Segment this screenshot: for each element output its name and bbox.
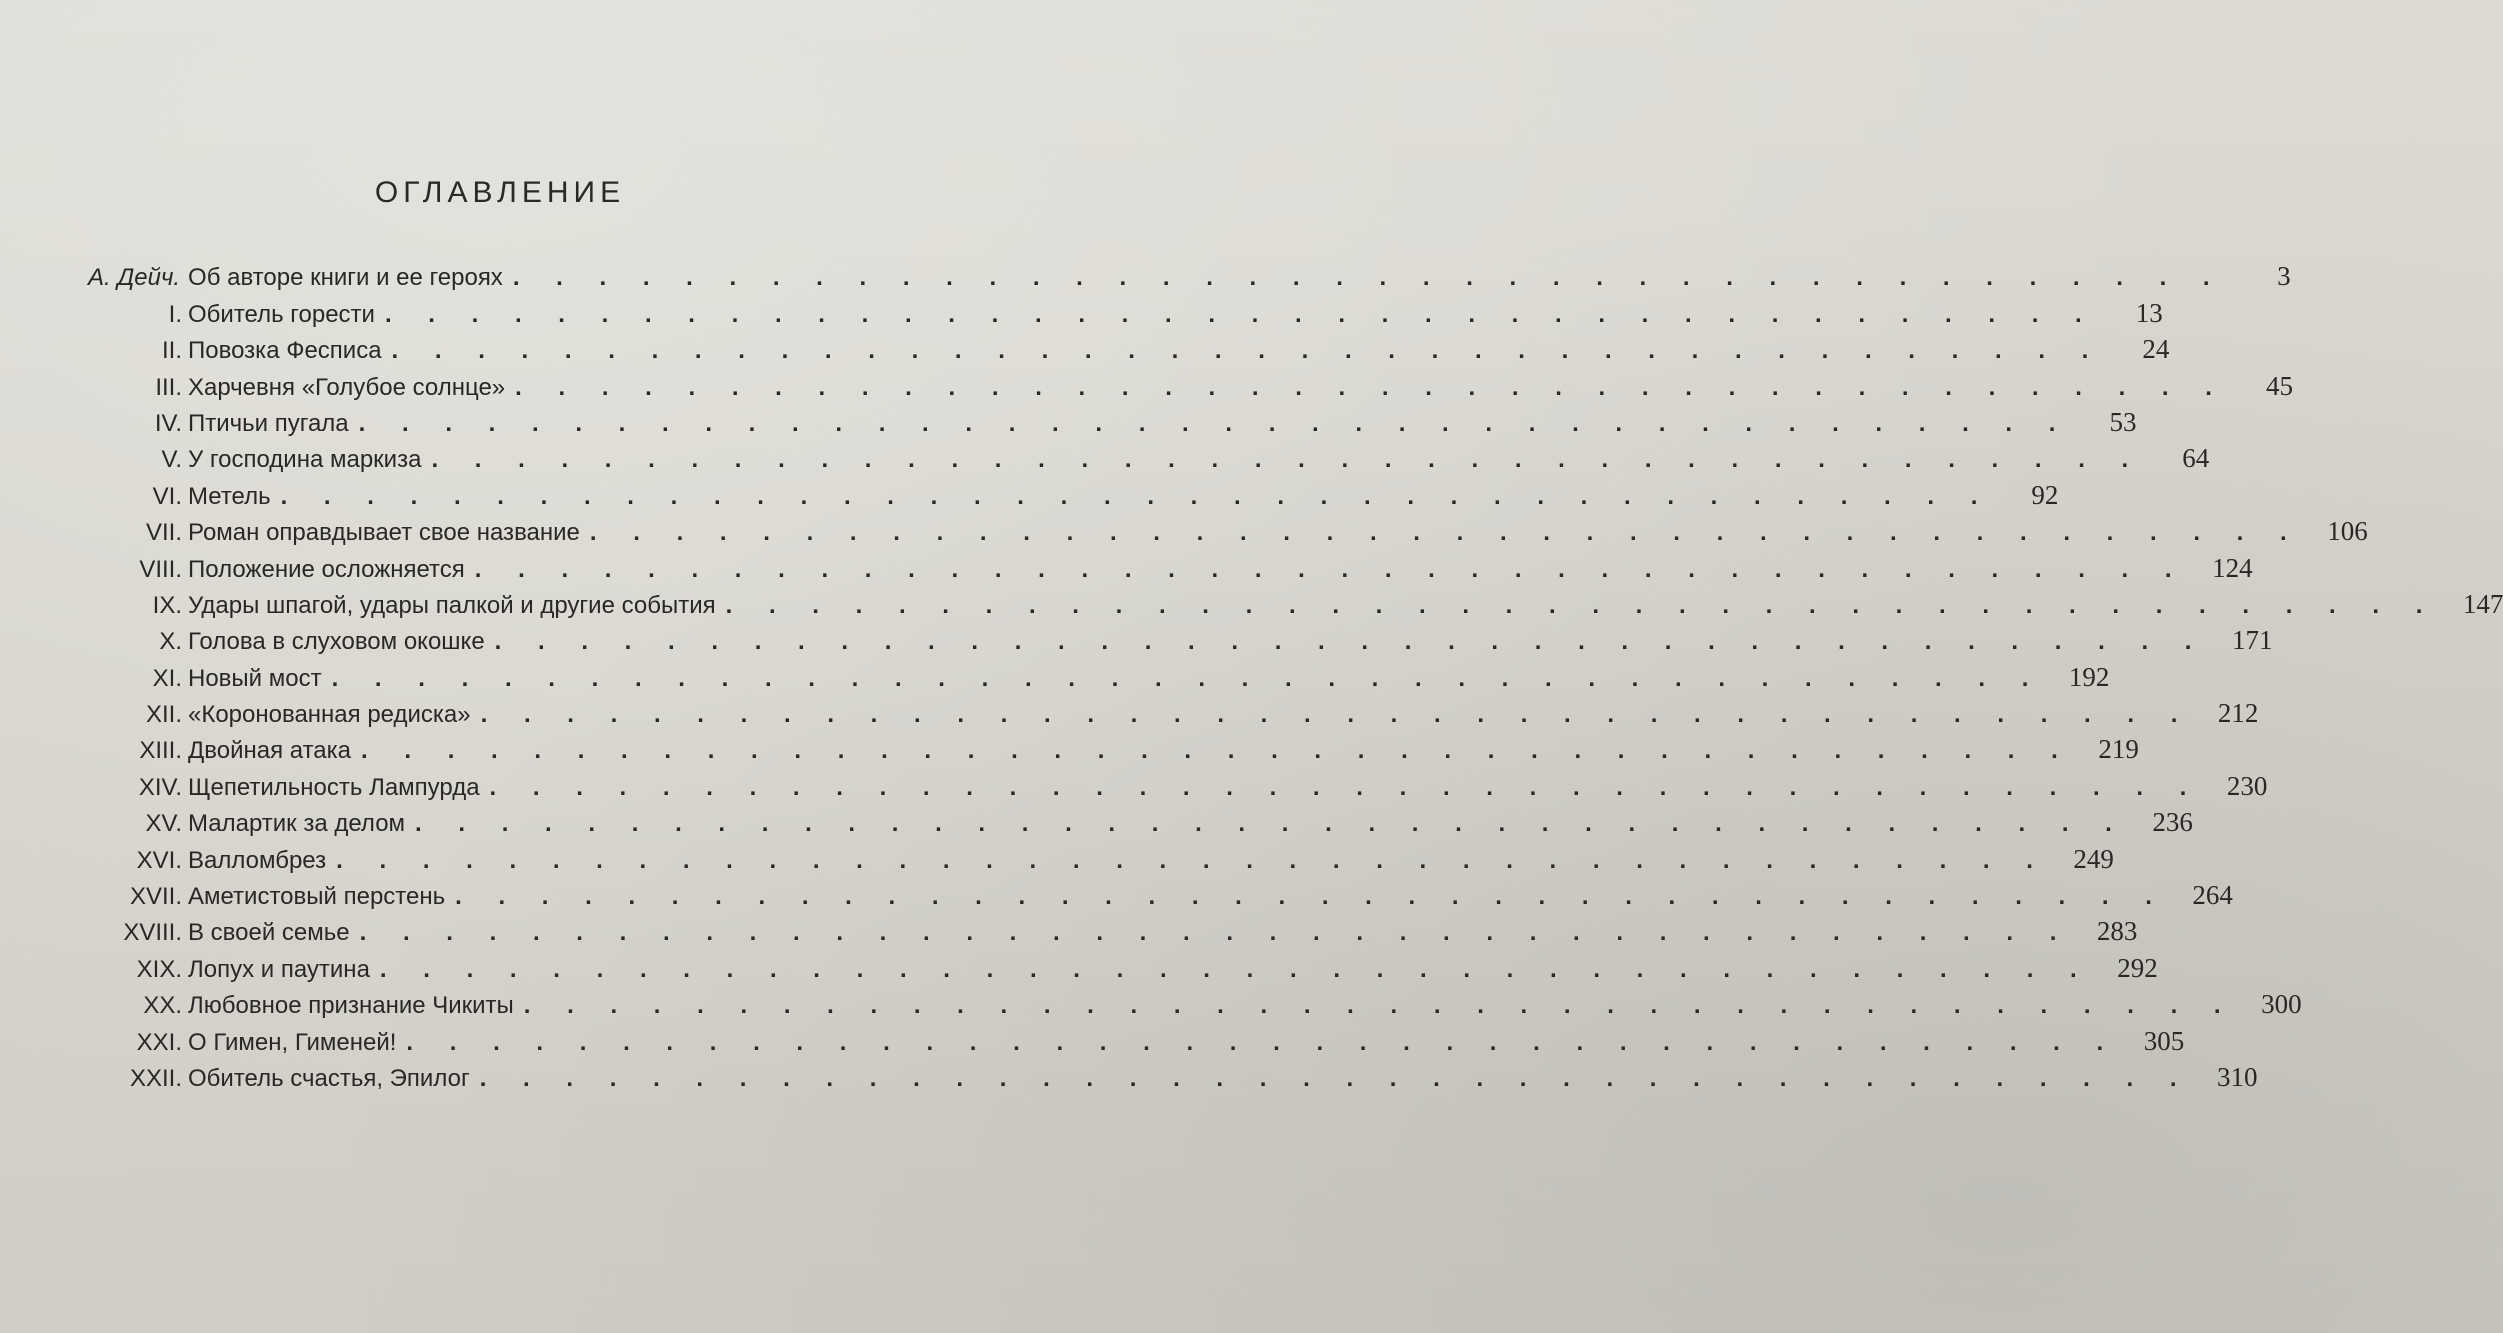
toc-entry <box>80 802 2193 838</box>
chapter-page-number: 64 <box>2182 443 2210 474</box>
dot-leader: . . . . . . . . . . . . . . . . . . . . . . . . . . . . . . . . . . . . . . . . <box>358 409 2071 437</box>
chapter-title: О Гимен, Гименей! <box>188 1028 397 1056</box>
dot-leader: . . . . . . . . . . . . . . . . . . . . . . . . . . . . . . . . . . . . . . . . <box>391 337 2104 365</box>
toc-entry <box>80 1020 2185 1056</box>
chapter-title: Роман оправдывает свое название <box>188 519 580 547</box>
preface-title: Об авторе книги и ее героях <box>188 264 503 292</box>
chapter-title: Валломбрез <box>188 846 327 874</box>
dot-leader: . . . . . . . . . . . . . . . . . . . . . . . . . . . . . . . . . . . . . . . . <box>361 737 2073 765</box>
chapter-page-number: 219 <box>2098 734 2139 765</box>
chapter-title: Аметистовый перстень <box>188 883 446 911</box>
chapter-page-number: 283 <box>2096 916 2138 947</box>
chapter-number: III. <box>155 373 182 401</box>
chapter-page-number: 124 <box>2212 552 2253 583</box>
toc-entry <box>80 984 2302 1020</box>
chapter-page-number: 106 <box>2327 516 2368 547</box>
chapter-page-number: 192 <box>2068 661 2110 692</box>
dot-leader: . . . . . . . . . . . . . . . . . . . . . . . . . . . . . . . . . . . . . . . . <box>406 1028 2119 1056</box>
chapter-title: Любовное признание Чикиты <box>188 992 514 1020</box>
chapter-title: Птичьи пугала <box>188 409 349 437</box>
toc-entry <box>80 729 2139 765</box>
chapter-page-number: 264 <box>2192 880 2233 911</box>
toc-entry <box>80 656 2110 692</box>
chapter-page-number: 305 <box>2143 1025 2185 1056</box>
toc-entry <box>80 765 2268 801</box>
chapter-number: V. <box>161 446 182 474</box>
chapter-page-number: 147 <box>2462 588 2503 619</box>
chapter-number: XIV. <box>138 773 182 801</box>
toc-entry <box>80 947 2158 983</box>
chapter-title: Удары шпагой, удары палкой и другие события <box>188 591 716 619</box>
toc-entry <box>80 838 2114 874</box>
chapter-title: Лопух и паутина <box>188 955 370 983</box>
chapter-title: «Коронованная редиска» <box>188 701 471 729</box>
dot-leader: . . . . . . . . . . . . . . . . . . . . . . . . . . . . . . . . . . . . . . . . <box>474 555 2187 583</box>
toc-entry <box>80 693 2259 729</box>
chapter-number: VI. <box>152 482 182 510</box>
toc-entry <box>80 292 2163 328</box>
toc-entry <box>80 547 2253 583</box>
toc-entry-preface <box>80 256 2291 292</box>
dot-leader: . . . . . . . . . . . . . . . . . . . . . . . . . . . . . . . . . . . . . . . . <box>494 628 2207 656</box>
toc-entry <box>80 365 2293 401</box>
dot-leader: . . . . . . . . . . . . . . . . . . . . . . . . . . . . . . . . . . . . . . . . <box>512 264 2225 292</box>
chapter-title: Повозка Фесписа <box>188 337 382 365</box>
chapter-page-number: 249 <box>2073 843 2114 874</box>
chapter-page-number: 24 <box>2142 334 2170 365</box>
chapter-title: Малартик за делом <box>188 810 406 838</box>
chapter-page-number: 92 <box>2031 479 2059 510</box>
chapter-title: Положение осложняется <box>188 555 465 583</box>
dot-leader: . . . . . . . . . . . . . . . . . . . . . . . . . . . . . . . . . . . . . . . . <box>489 773 2202 801</box>
chapter-number: I. <box>168 300 182 328</box>
chapter-number: XI. <box>152 664 182 692</box>
chapter-number: XIX. <box>136 955 182 983</box>
dot-leader: . . . . . . . . . . . . . . . . . . . . . . . . . . . . . . . . . . . . . . . . <box>431 446 2144 474</box>
toc-entry <box>80 584 2503 620</box>
chapter-title: Двойная атака <box>188 737 352 765</box>
chapter-number: IV. <box>154 409 182 437</box>
chapter-page-number: 236 <box>2152 807 2193 838</box>
chapter-number: VII. <box>145 519 182 547</box>
dot-leader: . . . . . . . . . . . . . . . . . . . . . . . . . . . . . . . . . . . . . . . . <box>280 482 1993 510</box>
chapter-title: Обитель горести <box>188 300 375 328</box>
chapter-number: XX. <box>143 992 182 1020</box>
chapter-number: IX. <box>152 591 182 619</box>
dot-leader: . . . . . . . . . . . . . . . . . . . . . . . . . . . . . . . . . . . . . . . . <box>331 664 2044 692</box>
dot-leader: . . . . . . . . . . . . . . . . . . . . . . . . . . . . . . . . . . . . . . . . <box>725 591 2438 619</box>
chapter-number: II. <box>161 337 182 365</box>
toc-heading: ОГЛАВЛЕНИЕ <box>374 176 626 209</box>
chapter-number: VIII. <box>139 555 182 583</box>
dot-leader: . . . . . . . . . . . . . . . . . . . . . . . . . . . . . . . . . . . . . . . . <box>479 1064 2192 1092</box>
dot-leader: . . . . . . . . . . . . . . . . . . . . . . . . . . . . . . . . . . . . . . . . <box>455 883 2167 911</box>
chapter-number: XXI. <box>136 1028 182 1056</box>
dot-leader: . . . . . . . . . . . . . . . . . . . . . . . . . . . . . . . . . . . . . . . . <box>336 846 2048 874</box>
dot-leader: . . . . . . . . . . . . . . . . . . . . . . . . . . . . . . . . . . . . . . . . <box>515 373 2227 401</box>
chapter-number: XVIII. <box>123 919 182 947</box>
toc-entry <box>80 329 2170 365</box>
chapter-title: Метель <box>188 482 271 510</box>
chapter-list <box>80 292 2503 1093</box>
dot-leader: . . . . . . . . . . . . . . . . . . . . . . . . . . . . . . . . . . . . . . . . <box>359 919 2072 947</box>
chapter-page-number: 292 <box>2117 952 2158 983</box>
table-of-contents <box>80 256 2503 1093</box>
chapter-title: У господина маркиза <box>188 446 422 474</box>
toc-entry <box>80 438 2210 474</box>
chapter-page-number: 53 <box>2109 406 2137 437</box>
toc-entry <box>80 474 2059 510</box>
chapter-title: Новый мост <box>188 664 322 692</box>
toc-entry <box>80 620 2273 656</box>
preface-page-number: 3 <box>2277 261 2291 292</box>
toc-entry <box>80 402 2137 438</box>
dot-leader: . . . . . . . . . . . . . . . . . . . . . . . . . . . . . . . . . . . . . . . . <box>415 810 2127 838</box>
toc-entry <box>80 511 2368 547</box>
chapter-title: Голова в слуховом окошке <box>188 628 485 656</box>
chapter-number: X. <box>159 628 182 656</box>
chapter-number: XIII. <box>139 737 182 765</box>
chapter-number: XXII. <box>129 1064 182 1092</box>
chapter-page-number: 230 <box>2226 770 2268 801</box>
chapter-title: В своей семье <box>188 919 350 947</box>
dot-leader: . . . . . . . . . . . . . . . . . . . . . . . . . . . . . . . . . . . . . . . . <box>379 955 2092 983</box>
chapter-title: Щепетильность Лампурда <box>188 773 480 801</box>
dot-leader: . . . . . . . . . . . . . . . . . . . . . . . . . . . . . . . . . . . . . . . . <box>480 701 2193 729</box>
dot-leader: . . . . . . . . . . . . . . . . . . . . . . . . . . . . . . . . . . . . . . . . <box>384 300 2097 328</box>
chapter-page-number: 45 <box>2265 370 2293 401</box>
chapter-number: XV. <box>145 810 182 838</box>
toc-entry <box>80 911 2138 947</box>
chapter-number: XVII. <box>129 883 182 911</box>
chapter-page-number: 171 <box>2231 625 2273 656</box>
toc-entry <box>80 1057 2258 1093</box>
chapter-title: Харчевня «Голубое солнце» <box>188 373 506 401</box>
chapter-number: XII. <box>145 701 182 729</box>
dot-leader: . . . . . . . . . . . . . . . . . . . . . . . . . . . . . . . . . . . . . . . . <box>589 519 2302 547</box>
toc-entry <box>80 875 2233 911</box>
preface-author: А. Дейч. <box>88 264 181 292</box>
chapter-page-number: 13 <box>2135 297 2163 328</box>
dot-leader: . . . . . . . . . . . . . . . . . . . . . . . . . . . . . . . . . . . . . . . . <box>523 992 2236 1020</box>
chapter-page-number: 300 <box>2261 989 2302 1020</box>
chapter-page-number: 212 <box>2217 698 2259 729</box>
chapter-page-number: 310 <box>2217 1061 2258 1092</box>
chapter-number: XVI. <box>136 846 182 874</box>
chapter-title: Обитель счастья, Эпилог <box>188 1064 470 1092</box>
